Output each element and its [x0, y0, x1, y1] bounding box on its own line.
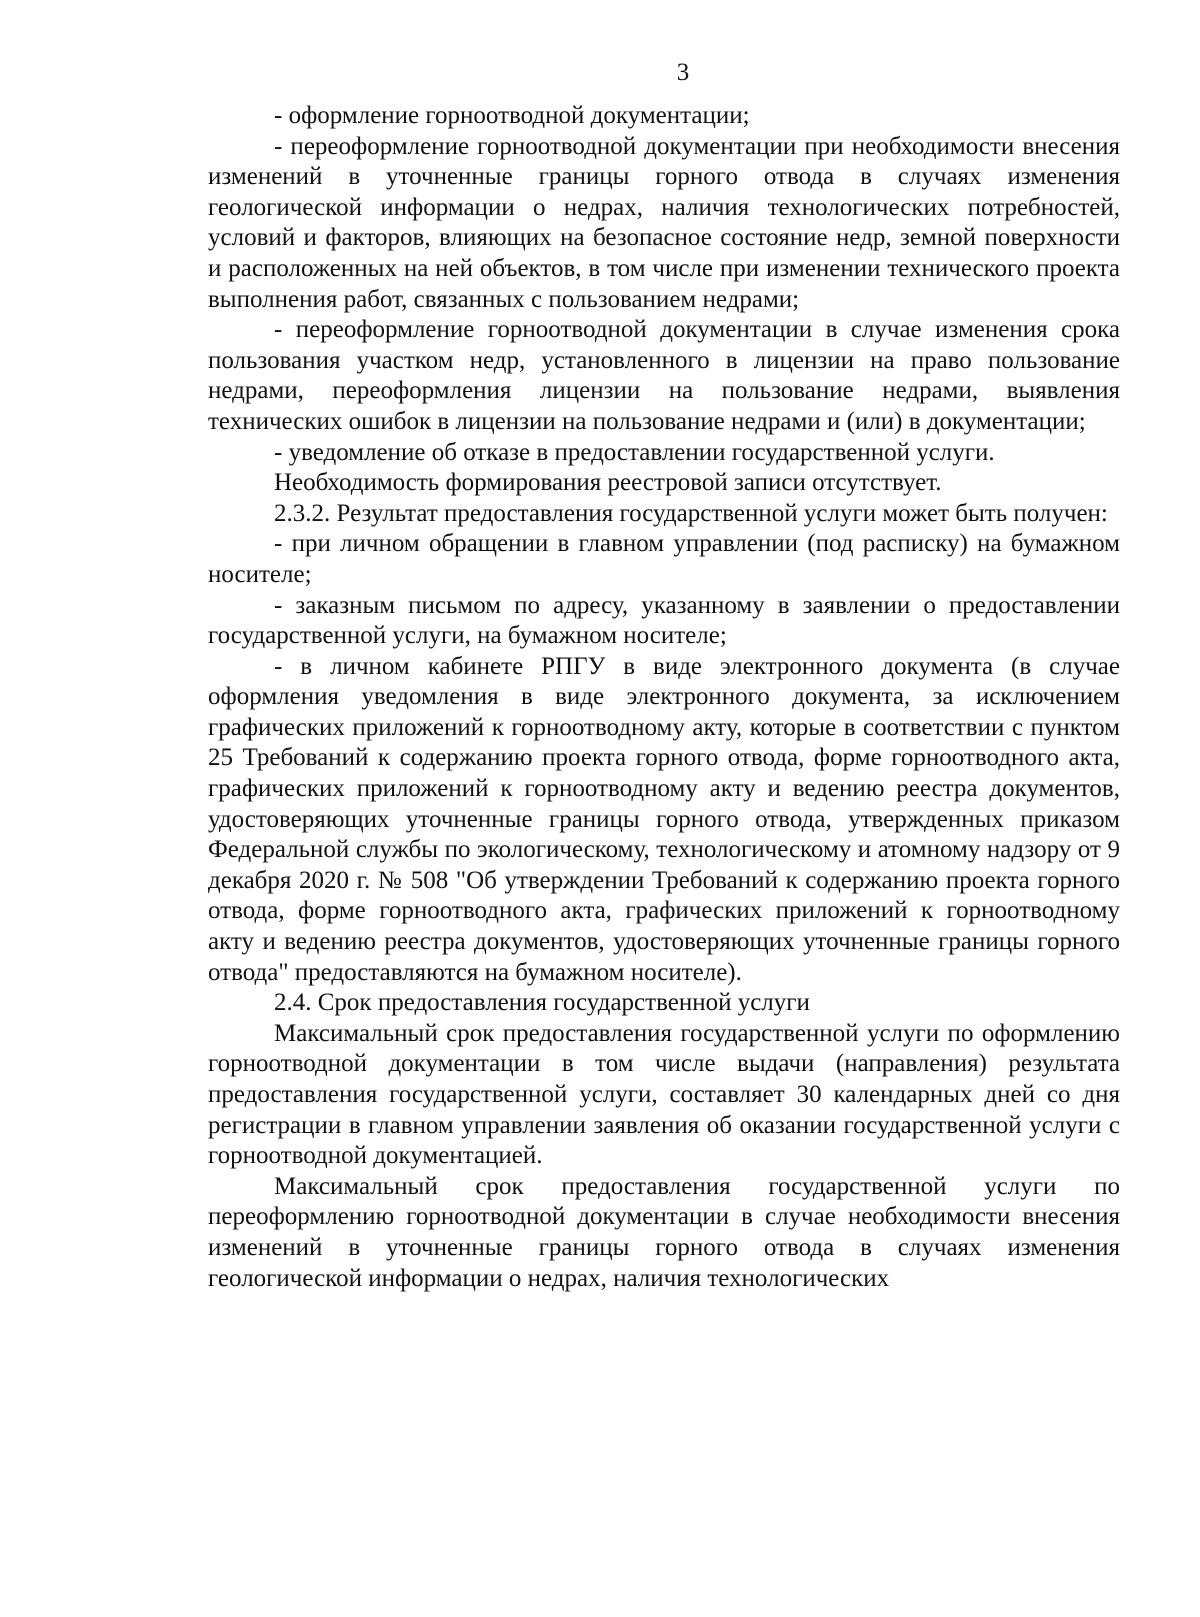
- paragraph-2-3-2: 2.3.2. Результат предоставления государственной услуги может быть получен:: [274, 499, 1108, 527]
- paragraph-bullet-in-person: - при личном обращении в главном управлении (под расписку) на бумажном носителе;: [208, 530, 1120, 588]
- paragraph-bullet-refusal-notice: - уведомление об отказе в предоставлении государственной услуги.: [274, 438, 995, 466]
- paragraph-bullet-reissue-boundaries: - переоформление горноотводной документации при необходимости внесения изменений в уточненные границы горного отвода в случаях изменения геологической информации о недрах, наличия технологических потребностей, условий и факторов, влияющих на безопасное состояние недр, земной поверхности и расположенных на ней объектов, в том числе при изменении технического проекта выполнения работ, связанных с пользованием недрами;: [208, 132, 1120, 313]
- paragraph-bullet-reissue-term: - переоформление горноотводной документации в случае изменения срока пользования участком недр, установленного в лицензии на право пользование недрами, переоформления лицензии на пользование недрами, выявления технических ошибок в лицензии на пользование недрами и (или) в документации;: [208, 316, 1120, 435]
- paragraph-bullet-rpgu-cabinet: - в личном кабинете РПГУ в виде электронного документа (в случае оформления уведомления в виде электронного документа, за исключением графических приложений к горноотводному акту, которые в соответствии с пунктом 25 Требований к содержанию проекта горного отвода, форме горноотводного акта, графических приложений к горноотводному акту и ведению реестра документов, удостоверяющих уточненные границы горного отвода, утвержденных приказом Федеральной службы по экологическому, технологическому и атомному надзору от 9 декабря 2020 г. № 508 "Об утверждении Требований к содержанию проекта горного отвода, форме горноотводного акта, графических приложений к горноотводному акту и ведению реестра документов, удостоверяющих уточненные границы горного отвода" предоставляются на бумажном носителе).: [208, 652, 1120, 986]
- paragraph-bullet-formation: - оформление горноотводной документации;: [274, 102, 750, 129]
- paragraph-registry-record: Необходимость формирования реестровой записи отсутствует.: [274, 469, 942, 497]
- document-body: [208, 101, 1120, 1294]
- section-heading-2-4: 2.4. Срок предоставления государственной услуги: [274, 989, 810, 1017]
- paragraph-max-term-formation: Максимальный срок предоставления государственной услуги по оформлению горноотводной документации в том числе выдачи (направления) результата предоставления государственной услуги, составляет 30 календарных дней со дня регистрации в главном управлении заявления об оказании государственной услуги с горноотводной документацией.: [208, 1019, 1120, 1170]
- paragraph-max-term-reissue: Максимальный срок предоставления государственной услуги по переоформлению горноотводной документации в случае необходимости внесения изменений в уточненные границы горного отвода в случаях изменения геологической информации о недрах, наличия технологических: [208, 1172, 1120, 1292]
- page-number: 3: [676, 59, 690, 86]
- paragraph-bullet-registered-mail: - заказным письмом по адресу, указанному в заявлении о предоставлении государственной услуги, на бумажном носителе;: [208, 591, 1120, 650]
